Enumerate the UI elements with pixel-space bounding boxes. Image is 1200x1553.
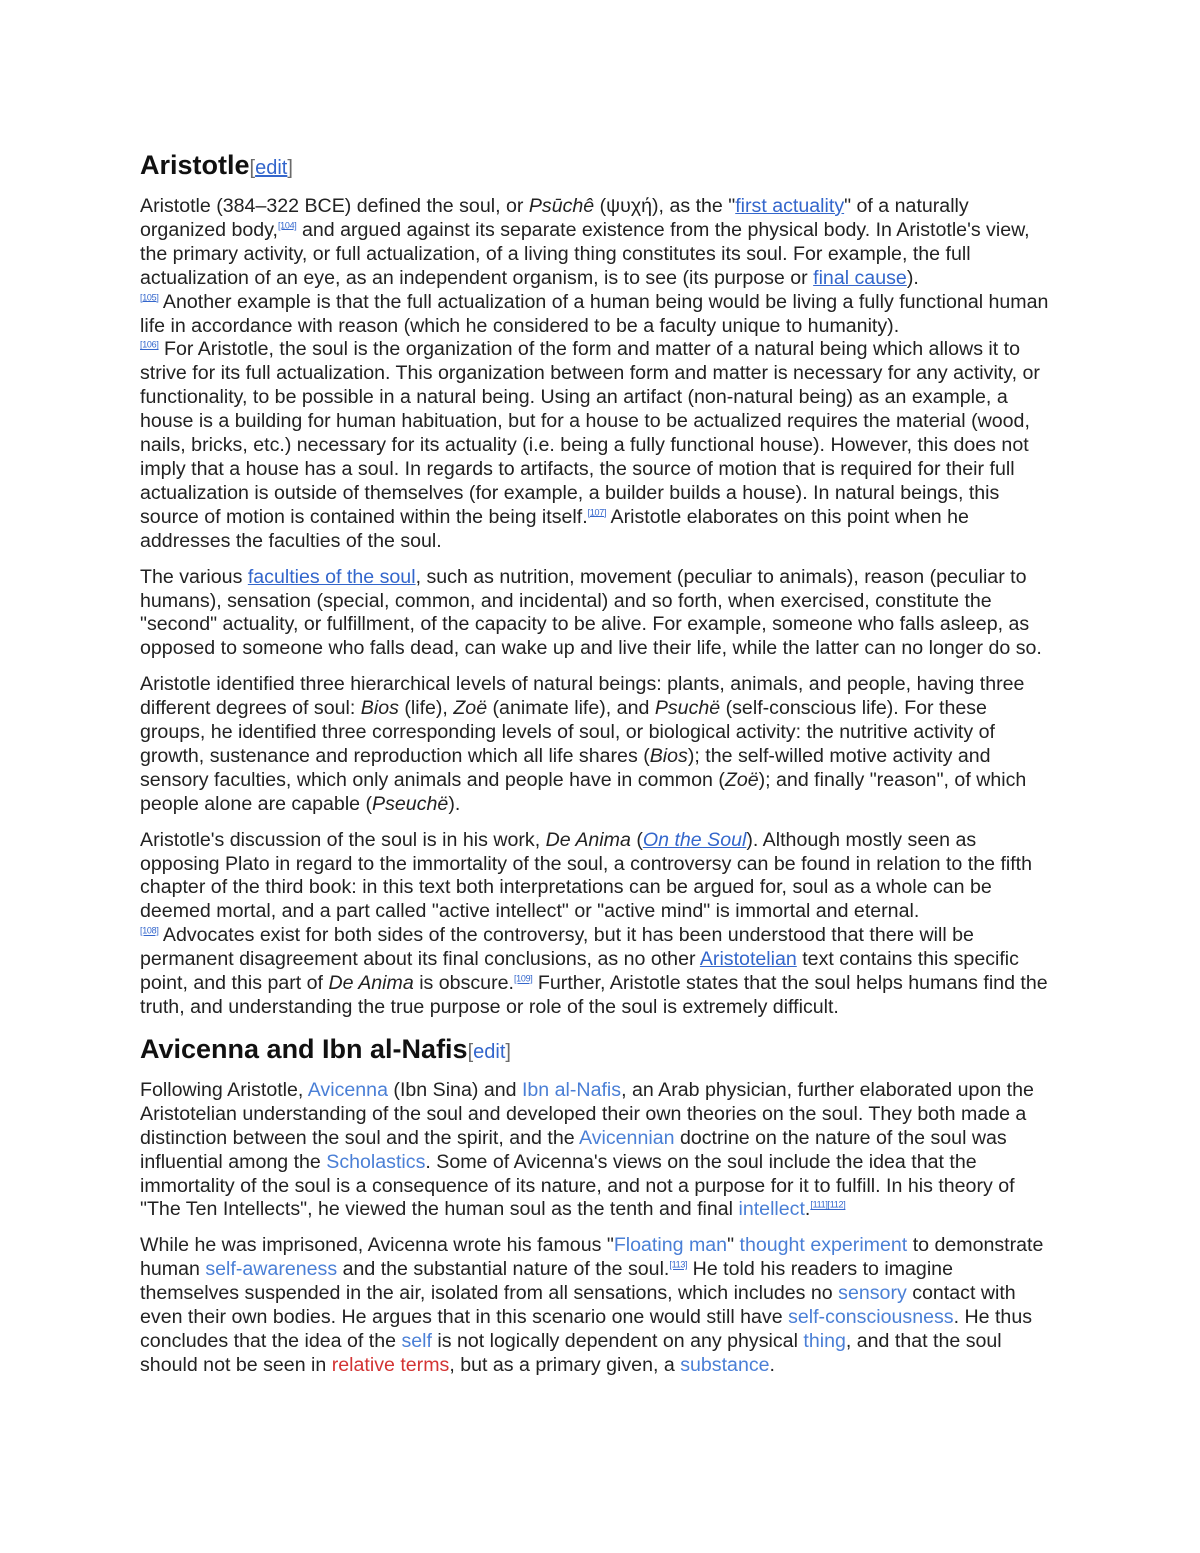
citation-104[interactable]: [104]: [277, 220, 297, 231]
paragraph-avicenna-2: [140, 1234, 1055, 1377]
text: (: [630, 828, 643, 851]
text: Another example is that the full actualization of a human being would be living a fully functional human life in accordance with reason (which he considered to be a faculty unique to humanity).: [140, 290, 1049, 337]
text: ).: [448, 792, 461, 815]
text: to demonstrate human: [140, 1234, 1044, 1281]
citation-106[interactable]: [106]: [140, 339, 159, 350]
text: , an Arab physician, further elaborated upon the Aristotelian understanding of the soul and developed their own theories on the soul. They both made a distinction between the soul and the spirit, and the: [140, 1078, 1034, 1149]
text: (Ibn Sina) and: [387, 1078, 522, 1101]
text: . He thus concludes that the idea of the: [140, 1306, 1033, 1352]
link-sensory[interactable]: sensory: [838, 1282, 907, 1305]
document-page: [140, 148, 1055, 1390]
paragraph-avicenna-1: [140, 1079, 1055, 1222]
italic-term: Pseuchë: [372, 792, 449, 815]
link-intellect[interactable]: intellect: [738, 1198, 805, 1221]
text: (ψυχή), as the ": [594, 195, 736, 217]
link-scholastics[interactable]: Scholastics: [326, 1150, 426, 1173]
text: ); and finally "reason", of which people alone are capable (: [140, 768, 1027, 815]
text: .: [769, 1353, 775, 1376]
text: Following Aristotle,: [140, 1078, 308, 1101]
link-first-actuality[interactable]: first actuality: [735, 195, 845, 217]
text: " of a naturally organized body,: [140, 195, 969, 241]
link-substance[interactable]: substance: [680, 1353, 770, 1376]
link-on-the-soul-text: On the Soul: [642, 828, 747, 851]
link-floating-man[interactable]: Floating man: [613, 1234, 728, 1257]
text: , but as a primary given, a: [449, 1353, 681, 1376]
edit-section-aristotle: [250, 157, 293, 179]
link-on-the-soul[interactable]: [643, 829, 746, 851]
heading-aristotle: [140, 148, 1055, 185]
italic-term: Zoë: [453, 697, 488, 720]
link-relative-terms[interactable]: relative terms: [331, 1353, 450, 1376]
link-faculties-of-the-soul[interactable]: faculties of the soul: [247, 565, 416, 588]
text: Aristotle (384–322 BCE) defined the soul, or: [140, 195, 529, 217]
link-thing[interactable]: thing: [803, 1329, 846, 1352]
link-self-awareness[interactable]: self-awareness: [205, 1258, 338, 1281]
citation-113[interactable]: [113]: [669, 1259, 688, 1270]
edit-bracket-close: ]: [505, 1040, 511, 1063]
text: While he was imprisoned, Avicenna wrote his famous ": [140, 1234, 614, 1257]
edit-link-avicenna[interactable]: edit: [473, 1040, 506, 1063]
text: and argued against its separate existence from the physical body. In Aristotle's view, the primary activity, or full actualization, of a living thing constitutes its soul. For example, the full actualization of an eye, as an independent organism, is to see (its purpose or: [140, 218, 1030, 289]
text: ).: [906, 266, 919, 289]
citation-107[interactable]: [107]: [587, 507, 607, 518]
citation-109[interactable]: [109]: [513, 973, 533, 984]
text: . Some of Avicenna's views on the soul include the idea that the immortality of the soul is a consequence of its nature, and not a purpose for it to fulfill. In his theory of "The Ten Intellects", he viewed the human soul as the tenth and final: [140, 1150, 1015, 1221]
text: ). Although mostly seen as opposing Plato in regard to the immortality of the soul, a controversy can be found in relation to the fifth chapter of the third book: in this text both interpretations can be argued for, soul as a whole can be deemed mortal, and a part called "active intellect" or "active mind" is immortal and eternal.: [140, 828, 1033, 923]
edit-link-aristotle[interactable]: edit: [255, 157, 288, 179]
text: Advocates exist for both sides of the controversy, but it has been understood that there will be permanent disagreement about its final conclusions, as no other: [140, 924, 974, 971]
italic-term: Psuchë: [654, 697, 721, 720]
link-self[interactable]: self: [401, 1329, 432, 1352]
text: Aristotle elaborates on this point when he addresses the faculties of the soul.: [140, 505, 969, 552]
text: (animate life), and: [487, 697, 655, 720]
text: Aristotle identified three hierarchical levels of natural beings: plants, animals, and people, having three different degrees of soul:: [140, 673, 1025, 720]
link-avicenna[interactable]: Avicenna: [307, 1078, 388, 1101]
text: ": [727, 1234, 740, 1257]
edit-bracket-open: [: [467, 1040, 474, 1063]
heading-avicenna-text: Avicenna and Ibn al-Nafis: [140, 1033, 468, 1064]
text: , such as nutrition, movement (peculiar to animals), reason (peculiar to humans), sensation (special, common, and incidental) and so forth, when exercised, constitute the "second" actuality, or fulfillment, of the capacity to be alive. For example, someone who falls asleep, as opposed to someone who falls dead, can wake up and live their life, while the latter can no longer do so.: [140, 565, 1042, 660]
text: For Aristotle, the soul is the organization of the form and matter of a natural being which allows it to strive for its full actualization. This organization between form and matter is necessary for any activity, or functionality, to be possible in a natural being. Using an artifact (non-natural being) as an example, a house is a building for human habituation, but for a house to be actualized requires the material (wood, nails, bricks, etc.) necessary for its actuality (i.e. being a fully functional house). However, this does not imply that a house has a soul. In regards to artifacts, the source of motion that is required for their full actualization is outside of themselves (for example, a builder builds a house). In natural beings, this source of motion is contained within the being itself.: [140, 338, 1040, 528]
text: He told his readers to imagine themselves suspended in the air, isolated from all sensations, which includes no: [140, 1258, 953, 1305]
edit-section-avicenna: [468, 1041, 511, 1063]
text: Aristotle's discussion of the soul is in his work,: [140, 828, 546, 851]
text: is obscure.: [413, 972, 514, 995]
text: is not logically dependent on any physical: [431, 1329, 804, 1352]
link-ibn-al-nafis[interactable]: Ibn al-Nafis: [521, 1078, 622, 1101]
text: The various: [140, 565, 248, 588]
italic-term: De Anima: [328, 972, 414, 995]
paragraph-aristotle-4: [140, 829, 1055, 1020]
link-avicennian[interactable]: Avicennian: [578, 1126, 675, 1149]
text: ); the self-willed motive activity and sensory faculties, which only animals and people have in common (: [140, 744, 991, 791]
text: text contains this specific point, and this part of: [140, 948, 1019, 995]
italic-term: De Anima: [545, 828, 631, 851]
text: (life),: [398, 697, 454, 720]
italic-term: Zoë: [724, 768, 759, 791]
paragraph-aristotle-3: [140, 673, 1055, 816]
link-aristotelian[interactable]: Aristotelian: [699, 948, 797, 971]
italic-term: Bios: [649, 744, 688, 767]
heading-avicenna: [140, 1032, 1055, 1069]
text: doctrine on the nature of the soul was influential among the: [140, 1126, 1007, 1173]
text: Further, Aristotle states that the soul helps humans find the truth, and understanding the true purpose or role of the soul is extremely difficult.: [140, 972, 1048, 1018]
heading-aristotle-text: Aristotle: [140, 150, 250, 180]
italic-term: Bios: [360, 697, 399, 720]
text: (self-conscious life). For these groups, he identified three corresponding levels of soul, or biological activity: the nutritive activity of growth, sustenance and reproduction which all life shares (: [140, 697, 995, 767]
text: and the substantial nature of the soul.: [337, 1258, 670, 1281]
text: , and that the soul should not be seen in: [140, 1329, 1002, 1376]
italic-term: Psūchê: [528, 195, 595, 217]
edit-bracket-open: [: [249, 157, 256, 179]
text: .: [804, 1198, 811, 1221]
citation-105[interactable]: [105]: [140, 292, 159, 303]
paragraph-aristotle-1: [140, 195, 1055, 554]
link-self-consciousness[interactable]: self-consciousness: [788, 1306, 954, 1329]
citation-111-112[interactable]: [111][112]: [810, 1199, 846, 1210]
link-thought-experiment[interactable]: thought experiment: [739, 1234, 908, 1257]
text: contact with even their own bodies. He argues that in this scenario one would still have: [140, 1282, 1016, 1329]
link-final-cause[interactable]: final cause: [813, 266, 907, 289]
citation-108[interactable]: [108]: [140, 925, 159, 936]
paragraph-aristotle-2: [140, 566, 1055, 662]
edit-bracket-close: ]: [287, 157, 293, 179]
